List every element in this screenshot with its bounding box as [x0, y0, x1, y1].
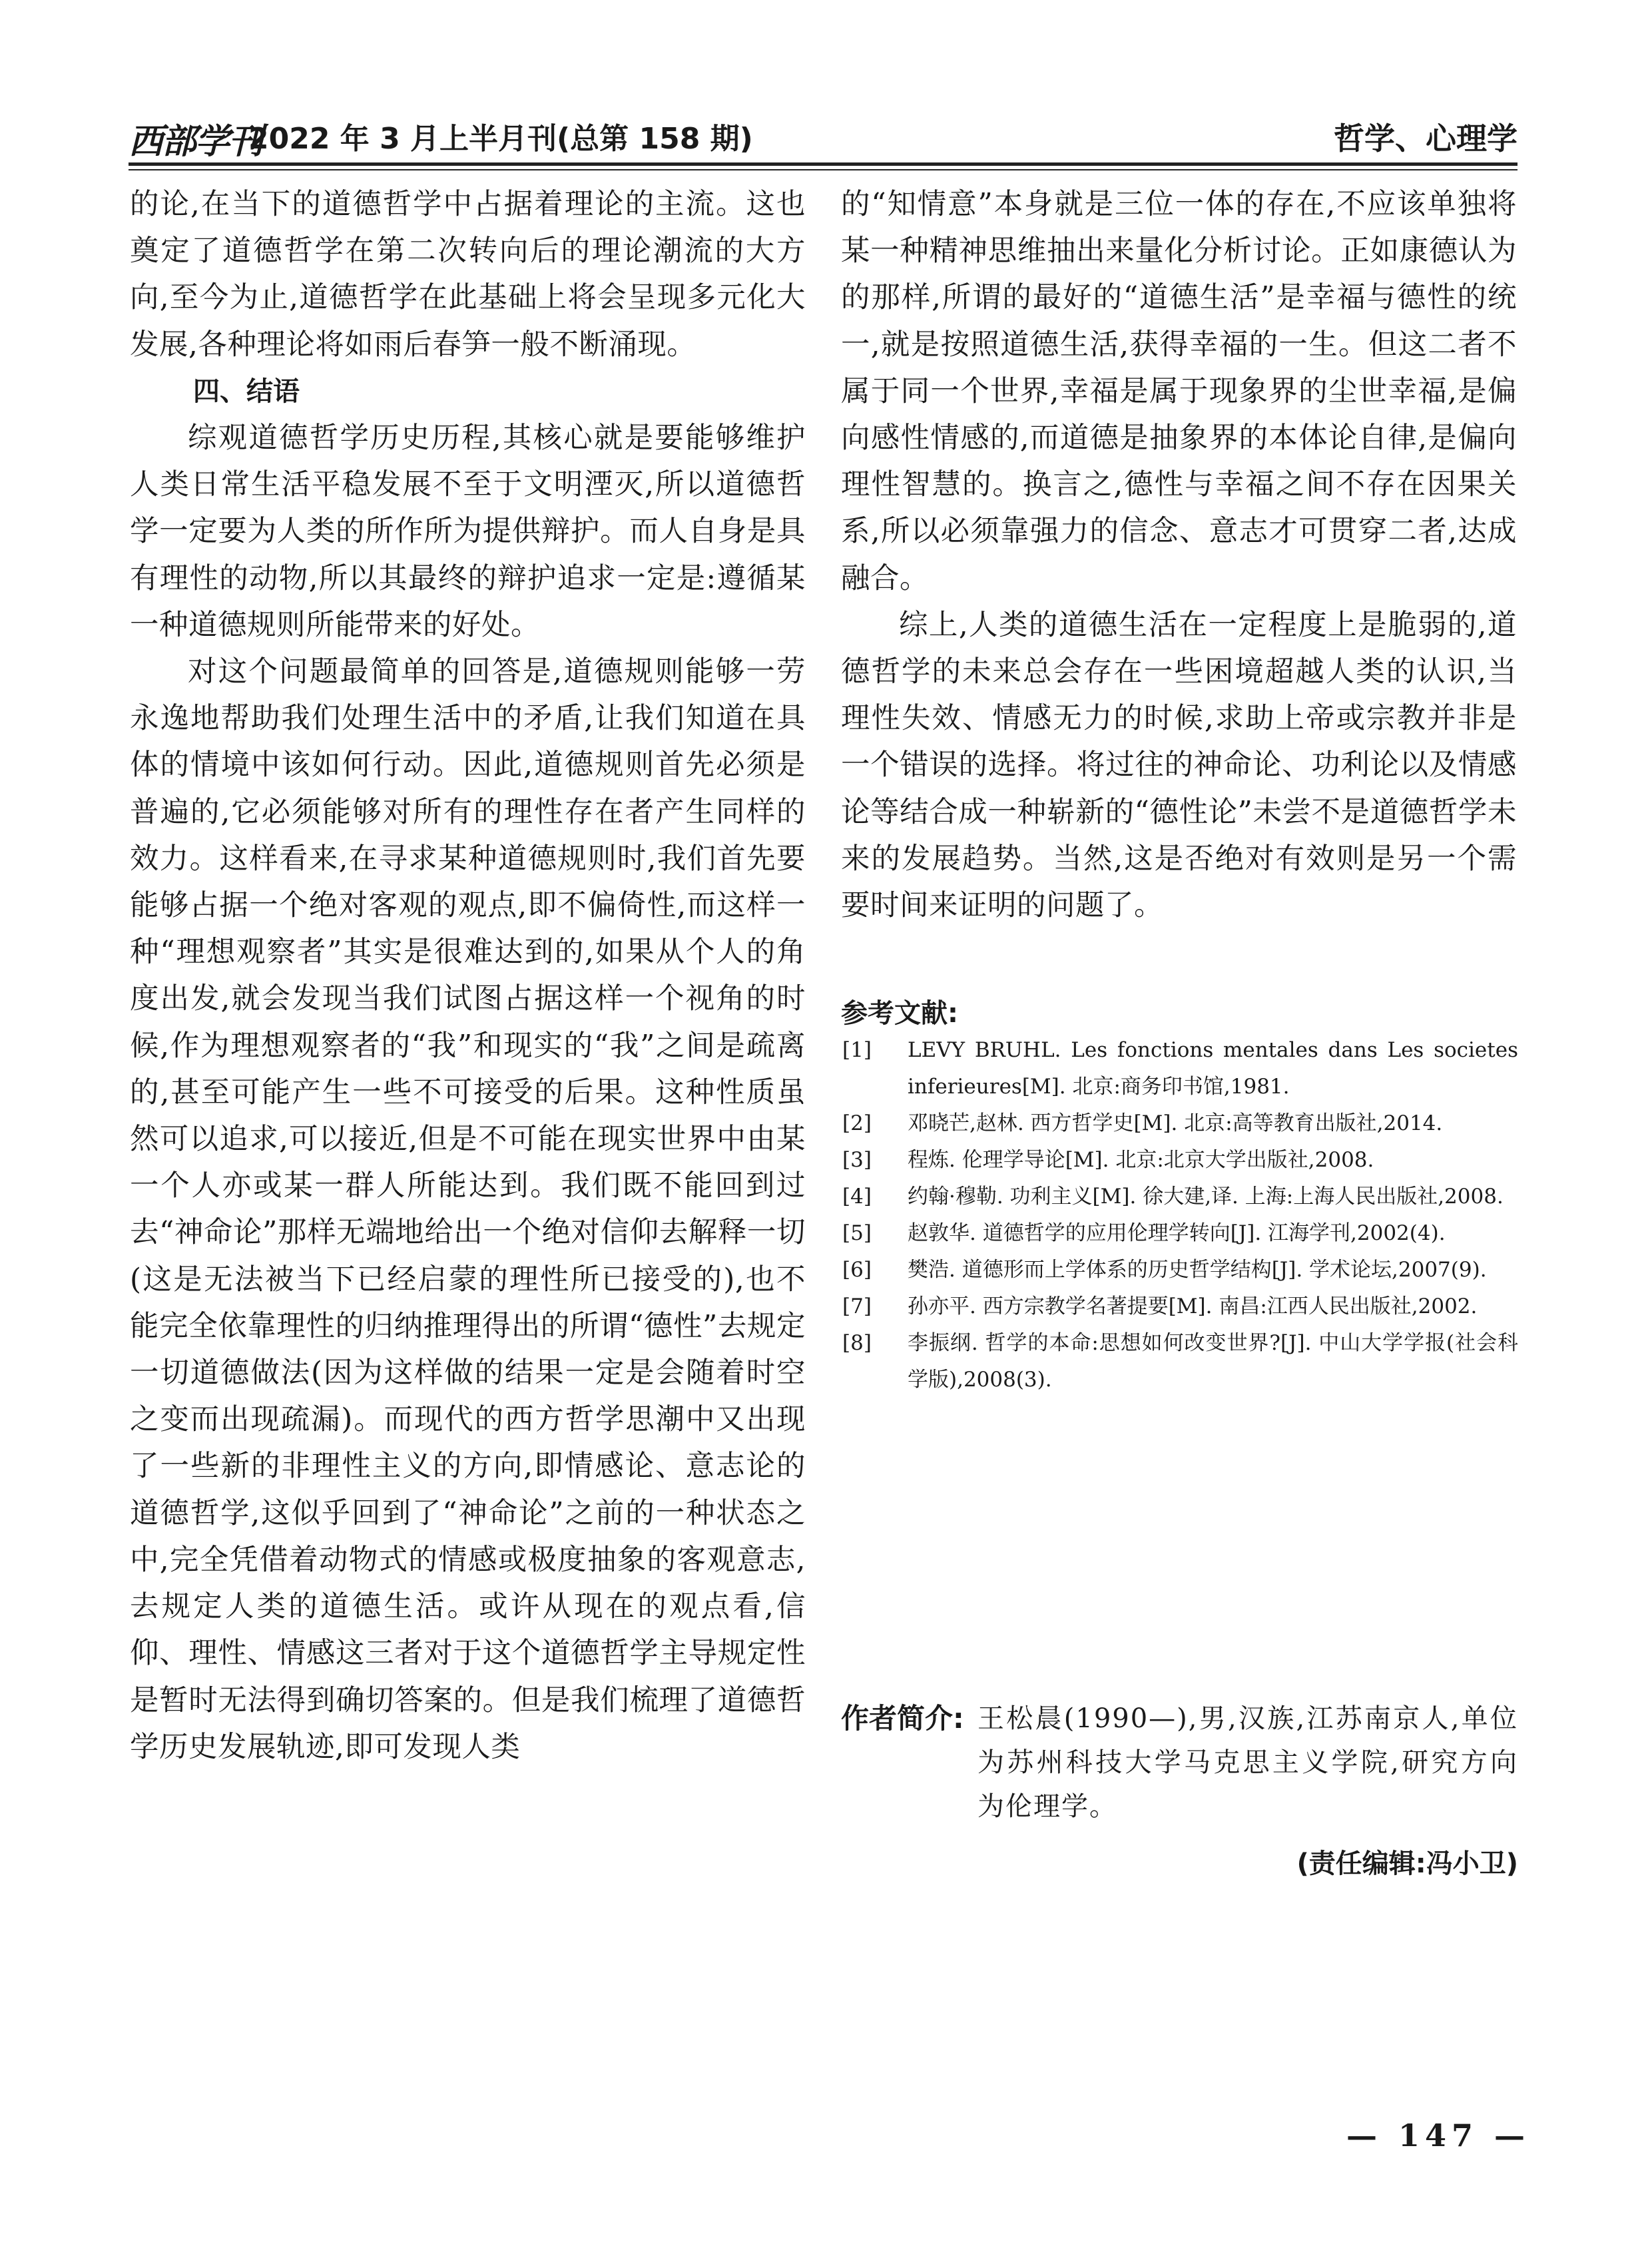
page-number: — 147 — [1346, 2117, 1531, 2153]
section-name: 哲学、心理学 [1334, 121, 1517, 156]
reference-item [841, 1288, 1518, 1325]
reference-number: [3] [842, 1148, 872, 1172]
header-rule-thin [129, 169, 1517, 170]
reference-text: 孙亦平. 西方宗教学名著提要[M]. 南昌:江西人民出版社,2002. [908, 1294, 1478, 1318]
page-header [129, 113, 1517, 160]
reference-number: [4] [842, 1185, 872, 1209]
paragraph: 综上,人类的道德生活在一定程度上是脆弱的,道德哲学的未来总会存在一些困境超越人类的认识,当理性失效、情感无力的时候,求助上帝或宗教并非是一个错误的选择。将过往的神命论、功利论以及情感论等结合成一种崭新的“德性论”未尝不是道德哲学未来的发展趋势。当然,这是否绝对有效则是另一个需要时间来证明的问题了。 [841, 608, 1517, 923]
reference-item [841, 1325, 1518, 1398]
paragraph: 综观道德哲学历史历程,其核心就是要能够维护人类日常生活平稳发展不至于文明湮灭,所以道德哲学一定要为人类的所作所为提供辩护。而人自身是具有理性的动物,所以其最终的辩护追求一定是:遵循某一种道德规则所能带来的好处。 [130, 421, 806, 642]
reference-item [841, 1105, 1518, 1142]
reference-text: 樊浩. 道德形而上学体系的历史哲学结构[J]. 学术论坛,2007(9). [908, 1258, 1487, 1282]
left-column [130, 181, 806, 1771]
reference-text: 程炼. 伦理学导论[M]. 北京:北京大学出版社,2008. [908, 1148, 1374, 1172]
reference-item [841, 1252, 1518, 1288]
reference-number: [7] [842, 1294, 872, 1318]
reference-number: [8] [842, 1331, 872, 1355]
responsible-editor: (责任编辑:冯小卫) [1296, 1848, 1518, 1879]
reference-text: LEVY BRUHL. Les fonctions mentales dans Les societes inferieures[M]. 北京:商务印书馆,1981. [908, 1038, 1518, 1099]
reference-item [841, 1032, 1518, 1105]
references-title: 参考文献: [841, 998, 958, 1029]
journal-logo: 西部学刊 [129, 121, 262, 162]
author-bio [841, 1697, 1518, 1828]
reference-text: 邓晓芒,赵林. 西方哲学史[M]. 北京:高等教育出版社,2014. [908, 1111, 1443, 1135]
reference-text: 约翰·穆勒. 功利主义[M]. 徐大建,译. 上海:上海人民出版社,2008. [908, 1185, 1504, 1209]
paragraph: 的“知情意”本身就是三位一体的存在,不应该单独将某一种精神思维抽出来量化分析讨论。正如康德认为的那样,所谓的最好的“道德生活”是幸福与德性的统一,就是按照道德生活,获得幸福的一生。但这二者不属于同一个世界,幸福是属于现象界的尘世幸福,是偏向感性情感的,而道德是抽象界的本体论自律,是偏向理性智慧的。换言之,德性与幸福之间不存在因果关系,所以必须靠强力的信念、意志才可贯穿二者,达成融合。 [841, 188, 1517, 595]
right-column [841, 181, 1517, 929]
reference-number: [6] [842, 1258, 872, 1282]
references-list [841, 1032, 1518, 1398]
paragraph: 的论,在当下的道德哲学中占据着理论的主流。这也奠定了道德哲学在第二次转向后的理论潮流的大方向,至今为止,道德哲学在此基础上将会呈现多元化大发展,各种理论将如雨后春笋一般不断涌现。 [130, 188, 806, 362]
header-rule-thick [129, 162, 1517, 166]
reference-item [841, 1179, 1518, 1215]
reference-text: 赵敦华. 道德哲学的应用伦理学转向[J]. 江海学刊,2002(4). [908, 1221, 1446, 1245]
reference-number: [2] [842, 1111, 872, 1135]
reference-text: 李振纲. 哲学的本命:思想如何改变世界?[J]. 中山大学学报(社会科学版),2008(3). [908, 1331, 1518, 1392]
issue-info: 2022 年 3 月上半月刊(总第 158 期) [248, 122, 753, 156]
reference-number: [1] [842, 1038, 872, 1062]
reference-number: [5] [842, 1221, 872, 1245]
section-heading: 四、结语 [193, 376, 300, 407]
author-label: 作者简介: [841, 1702, 964, 1735]
paragraph: 对这个问题最简单的回答是,道德规则能够一劳永逸地帮助我们处理生活中的矛盾,让我们知道在具体的情境中该如何行动。因此,道德规则首先必须是普遍的,它必须能够对所有的理性存在者产生同样的效力。这样看来,在寻求某种道德规则时,我们首先要能够占据一个绝对客观的观点,即不偏倚性,而这样一种“理想观察者”其实是很难达到的,如果从个人的角度出发,就会发现当我们试图占据这样一个视角的时候,作为理想观察者的“我”和现实的“我”之间是疏离的,甚至可能产生一些不可接受的后果。这种性质虽然可以追求,可以接近,但是不可能在现实世界中由某一个人亦或某一群人所能达到。我们既不能回到过去“神命论”那样无端地给出一个绝对信仰去解释一切(这是无法被当下已经启蒙的理性所已接受的),也不能完全依靠理性的归纳推理得出的所谓“德性”去规定一切道德做法(因为这样做的结果一定是会随着时空之变而出现疏漏)。而现代的西方哲学思潮中又出现了一些新的非理性主义的方向,即情感论、意志论的道德哲学,这似乎回到了“神命论”之前的一种状态之中,完全凭借着动物式的情感或极度抽象的客观意志,去规定人类的道德生活。或许从现在的观点看,信仰、理性、情感这三者对于这个道德哲学主导规定性是暂时无法得到确切答案的。但是我们梳理了道德哲学历史发展轨迹,即可发现人类 [130, 655, 806, 1764]
author-text: 王松晨(1990—),男,汉族,江苏南京人,单位为苏州科技大学马克思主义学院,研究方向为伦理学。 [977, 1703, 1518, 1822]
reference-item [841, 1215, 1518, 1252]
reference-item [841, 1142, 1518, 1179]
